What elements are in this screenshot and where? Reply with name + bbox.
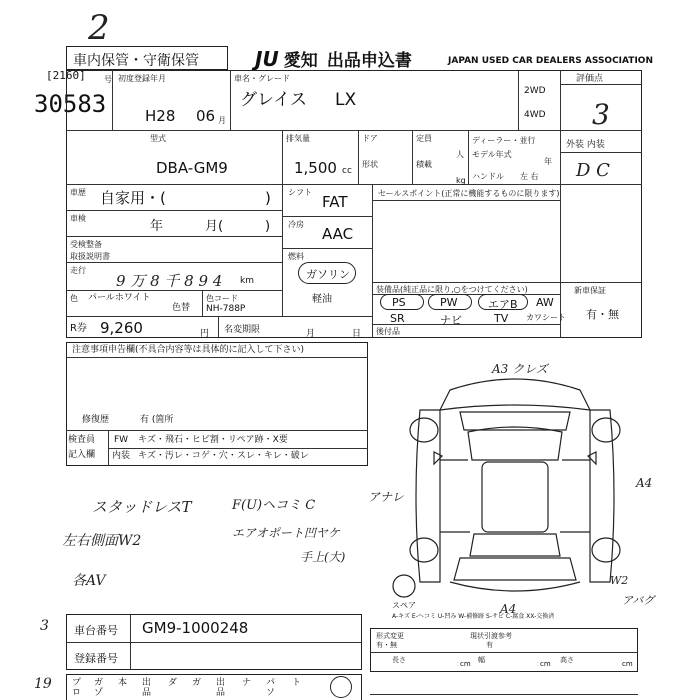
chassis-number: GM9-1000248 [142,619,249,637]
org-name: 愛知 [283,51,318,71]
interior-label: 内装 [112,451,131,461]
car-grade: LX [335,90,357,110]
checklist-item-10: ト [291,678,301,688]
receipt-sub-label: 取扱説明書 [70,252,110,261]
diagram-note-top: A3 クレズ [492,362,548,376]
mileage-unit: km [240,276,254,286]
car-name-label: 車名・グレード [234,74,290,83]
repair-value: 有 (箇所 [140,415,174,425]
usage-value: 自家用・( [100,189,166,207]
modify-options: 有・無 [376,641,397,649]
checklist-item-8: ナ [241,678,251,688]
height-label: 高さ [560,656,574,664]
diagram-note-left: アナレ [368,490,404,504]
exterior-interior-label: 外装 内装 [566,140,605,150]
checklist-item-9: パソ [265,678,275,698]
dealer-label: ディーラー・並行 [472,136,536,145]
reg-label: 登録番号 [74,652,118,665]
capacity-label: 定員 [416,134,432,143]
cooling-value: AAC [322,225,354,243]
handwritten-note-2b: エアオポート凹ヤケ [232,526,340,540]
width-label: 幅 [478,656,485,664]
recycle-amount: 9,260 [100,319,143,337]
evaluation-label: 評価点 [576,74,604,84]
recycle-expiry-label: 名変期限 [224,325,261,335]
reference-check: 有 [486,641,493,649]
after-parts-label: 後付品 [376,327,400,336]
bottom-stamp-circle [330,676,352,698]
lot-number-label: 号 [104,75,112,84]
evaluation-score: 3 [592,98,610,131]
exterior-interior-grade: D C [576,160,610,181]
form-title: 出品申込書 [326,51,412,71]
ju-logo: JU [255,47,279,71]
usage-label: 車歴 [70,188,86,197]
warranty-label: 新車保証 [574,286,606,295]
length-unit: cm [460,660,471,668]
bottom-left-mark: 19 [34,676,52,692]
mileage-label: 走行 [70,266,86,275]
inspection-close: ) [265,219,271,234]
car-damage-diagram [390,360,640,610]
handwritten-note-1: スタッドレスT [92,498,192,516]
fuel-label: 燃料 [288,252,304,261]
lot-number: 30583 [34,90,107,118]
shift-value: FAT [322,193,348,211]
repair-label: 修復歴 [82,415,110,425]
warranty-options: 有・無 [586,308,619,321]
handwritten-note-2c: 手上(大) [300,550,346,564]
modify-label: 形式変更 [376,632,404,640]
checklist-item-1: プロ [71,678,81,698]
color-label: 色 [70,294,78,303]
entry-label: 記入欄 [68,450,96,460]
checklist-item-2: ガゾ [93,678,103,698]
inspector-label: 検査員 [68,435,96,445]
reference-label: 現状引渡参考 [470,632,512,640]
model-year-label: モデル年式 [472,150,512,159]
displacement: 1,500 [294,159,337,177]
diagram-note-bottom: A4 [500,602,517,616]
equipment-navi: ナビ [440,314,462,327]
diagram-note-right: A4 [636,476,653,490]
displacement-unit: cc [342,166,352,176]
car-name: グレイス [240,90,307,110]
model-code: DBA-GM9 [156,159,228,177]
fuel-value: ガソリン [306,268,350,281]
cooling-label: 冷房 [288,220,304,229]
shape-label: 形状 [362,160,378,169]
diagram-note-bottom-right: W2 [610,574,629,587]
model-label: 型式 [150,134,166,143]
handle-options: 左 右 [520,172,539,181]
drive-4wd: 4WD [524,110,546,120]
height-unit: cm [622,660,633,668]
recycle-label: R券 [70,323,87,334]
checklist-item-5: ダ [167,678,177,688]
fw-label: FW [114,435,129,445]
width-unit: cm [540,660,551,668]
displacement-label: 排気量 [286,134,310,143]
first-reg-label: 初度登録年月 [118,74,166,83]
chassis-left-mark: 3 [40,618,49,634]
recycle-day-unit: 日 [352,329,362,339]
inspection-label: 車検 [70,214,86,223]
first-reg-month: 06 [196,107,216,125]
equipment-sr: SR [390,312,405,325]
handwritten-note-1b: F(U)ヘコミ C [232,498,316,513]
drive-2wd: 2WD [524,86,546,96]
checklist-item-7: 出品 [215,678,225,698]
checklist-item-6: ガ [191,678,201,688]
top-handwriting: 2 [88,8,110,48]
sales-points-label: セールスポイント(正常に機能するものに限ります) [378,189,560,198]
capacity-unit: 人 [456,150,464,159]
mileage-value: 9 万 8 千 8 9 4 [116,272,223,290]
org-english: JAPAN USED CAR DEALERS ASSOCIATION [448,56,653,66]
chassis-label: 車台番号 [74,624,118,637]
first-reg-month-unit: 月 [218,116,226,125]
handwritten-note-3: 各AV [72,573,106,589]
equipment-pw: PW [440,296,458,309]
color-value: パールホワイト [88,293,151,303]
diagram-legend: A-キズ E-ヘコミ U-凹み W-補修跡 S-サビ C-腐食 XX-交換済 [392,613,555,620]
color-code-label: 色コード [206,294,238,303]
handle-label: ハンドル [472,172,504,181]
fw-items: キズ・飛石・ヒビ割・リペア跡・X要 [138,435,288,445]
equipment-tv: TV [494,312,509,325]
equipment-airbag: エアB [488,298,518,311]
storage-note-box [66,46,228,70]
door-label: ドア [362,134,378,143]
equipment-ps: PS [392,296,406,309]
length-label: 長さ [392,656,406,664]
equipment-aw: AW [536,296,554,309]
color-code: NH-788P [206,304,246,314]
interior-items: キズ・汚レ・コゲ・穴・スレ・キレ・破レ [138,451,309,461]
first-reg-year: H28 [145,107,176,125]
year-unit: 年 [544,157,552,166]
equipment-seat: カワシート [526,313,566,322]
inspection-year-unit: 年 [150,219,164,234]
shift-label: シフト [288,188,312,197]
inspection-month-unit: 月( [205,219,224,234]
equipment-label: 装備品(純正品に限り,○をつけてください) [376,285,528,294]
storage-note: 車内保管・守衛保管 [73,53,199,69]
recycle-unit: 円 [200,329,210,339]
color-change-label: 色替 [172,303,191,313]
load-unit: kg [456,176,466,185]
load-label: 積載 [416,160,432,169]
spare-label: スペア [392,601,416,610]
receipt-label: 受検整备 [70,240,102,249]
usage-close: ) [265,189,271,207]
diagram-note-bottom-right-2: アバグ [622,594,655,607]
lot-code: [2160] [46,69,86,82]
handwritten-note-2: 左右側面W2 [62,533,142,549]
recycle-month-unit: 月 [306,329,316,339]
checklist-item-4: 出品 [141,678,151,698]
notes-label: 注意事項申告欄(不具合内容等は具体的に記入して下さい) [72,345,305,355]
checklist-item-3: 本 [117,678,127,688]
org-logo [255,46,412,71]
fuel-alt: 軽油 [312,294,332,305]
